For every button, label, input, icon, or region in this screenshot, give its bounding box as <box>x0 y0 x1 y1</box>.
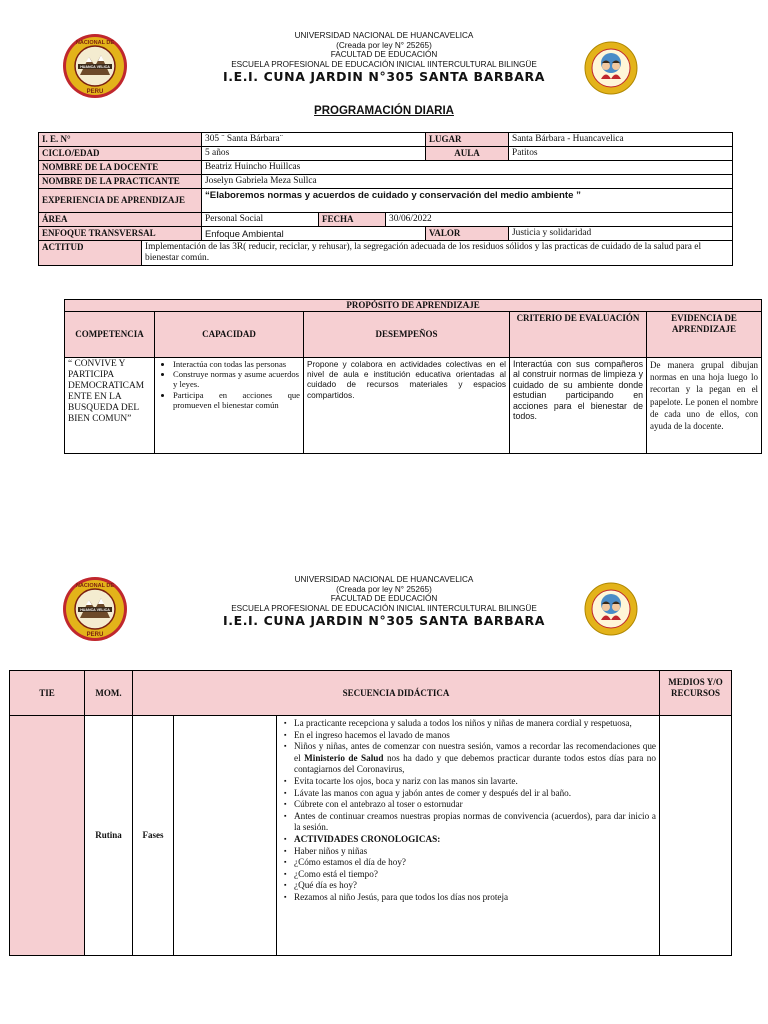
practicante-value: Joselyn Gabriela Meza Sullca <box>202 175 733 189</box>
experiencia-label: EXPERIENCIA DE APRENDIZAJE <box>39 189 202 213</box>
info-table <box>38 132 733 266</box>
header-block-2 <box>0 575 768 629</box>
secuencia-header: SECUENCIA DIDÁCTICA <box>133 671 660 716</box>
capacidad-header: CAPACIDAD <box>155 312 304 358</box>
sequence-item: ▪ Antes de continuar creamos nuestras propias normas de convivencia (acuerdos), para dar inicio a la sesión. <box>294 811 656 834</box>
faculty-name: FACULTAD DE EDUCACIÓN <box>330 50 438 60</box>
logo-left-bottom-text: PERU <box>86 632 104 638</box>
valor-label: VALOR <box>426 227 509 241</box>
aula-value: Patitos <box>509 147 733 161</box>
sequence-item: ▪ Lávate las manos con agua y jabón antes de comer y después del ir al baño. <box>294 788 656 800</box>
moment-cell: Rutina <box>85 716 133 956</box>
school-program: ESCUELA PROFESIONAL DE EDUCACIÓN INICIAL IINTERCULTURAL BILINGÜE <box>231 59 537 69</box>
sequence-item: ▪ Evita tocarte los ojos, boca y nariz con las manos sin lavarte. <box>294 776 656 788</box>
logo-left-band-text: HUANCA VELICA <box>80 65 110 69</box>
medios-cell <box>660 716 732 956</box>
logo-left-top-text: NACIONAL DE <box>75 583 115 589</box>
enfoque-label: ENFOQUE TRANSVERSAL <box>39 227 202 241</box>
logo-left-band-text: HUANCA VELICA <box>80 608 110 612</box>
ministerio-bold: Ministerio de Salud <box>304 752 384 763</box>
phase-detail-cell <box>174 716 277 956</box>
logo-left-top-text: NACIONAL DE <box>75 40 115 46</box>
fecha-value: 30/06/2022 <box>386 213 733 227</box>
ie-value: 305 ¨ Santa Bárbara¨ <box>202 133 426 147</box>
criterio-header: CRITERIO DE EVALUACIÓN <box>510 312 647 358</box>
docente-value: Beatriz Huincho Huillcas <box>202 161 733 175</box>
purpose-title: PROPÓSITO DE APRENDIZAJE <box>65 300 762 312</box>
university-name: UNIVERSIDAD NACIONAL DE HUANCAVELICA <box>294 31 474 40</box>
actitud-label: ACTITUD <box>39 241 142 265</box>
sequence-item: ▪ La practicante recepciona y saluda a todos los niños y niñas de manera cordial y respetuosa, <box>294 718 656 730</box>
creation-law: (Creada por ley N° 25265) <box>336 40 432 50</box>
creation-law: (Creada por ley N° 25265) <box>336 584 432 594</box>
university-name: UNIVERSIDAD NACIONAL DE HUANCAVELICA <box>294 575 474 584</box>
ciclo-value: 5 años <box>202 147 426 161</box>
faculty-name: FACULTAD DE EDUCACIÓN <box>330 594 438 604</box>
medios-header: MEDIOS Y/O RECURSOS <box>660 671 732 716</box>
experiencia-value: “Elaboremos normas y acuerdos de cuidado y conservación del medio ambiente ” <box>202 189 733 213</box>
school-program: ESCUELA PROFESIONAL DE EDUCACIÓN INICIAL IINTERCULTURAL BILINGÜE <box>231 603 537 613</box>
fecha-label: FECHA <box>319 213 386 227</box>
sequence-item <box>294 741 656 776</box>
capacidad-item: • Construye normas y asume acuerdos y leyes. <box>173 369 300 389</box>
sequence-item: ▪ En el ingreso hacemos el lavado de manos <box>294 730 656 742</box>
institution-name: I.E.I. CUNA JARDIN N°305 SANTA BARBARA <box>222 69 546 85</box>
capacidad-cell <box>155 358 304 454</box>
sequence-item: ▪ ACTIVIDADES CRONOLOGICAS: <box>294 834 656 846</box>
evidencia-cell: De manera grupal dibujan normas en una hoja luego lo recortan y la pegan en el papelote. Le ponen el nombre de cada uno de ellos, con ayuda de la docente. <box>647 358 762 454</box>
sequence-cell <box>277 716 660 956</box>
enfoque-value: Enfoque Ambiental <box>202 227 426 241</box>
purpose-table <box>64 299 762 454</box>
logo-left-bottom-text: PERU <box>86 89 104 95</box>
sequence-item-text: nos ha dado y que debemos practicar durante todos estos días para no contagiarnos del Coronavirus, <box>294 752 656 775</box>
criterio-cell: Interactúa con sus compañeros al construir normas de limpieza y cuidado de su ambiente donde estudian participando en acciones para el bienestar de todos. <box>510 358 647 454</box>
capacidad-item: • Interactúa con todas las personas <box>173 359 300 369</box>
phase-cell: Fases <box>133 716 174 956</box>
desempenos-cell: Propone y colabora en actividades colectivas en el nivel de aula e institución educativa orientadas al cuidado de recursos materiales y espacios compartidos. <box>304 358 510 454</box>
tie-header: TIE <box>10 671 85 716</box>
sequence-item: ▪ Rezamos al niño Jesús, para que todos los días nos proteja <box>294 892 656 904</box>
sequence-table <box>9 670 732 956</box>
aula-label: AULA <box>426 147 509 161</box>
evidencia-header: EVIDENCIA DE APRENDIZAJE <box>647 312 762 358</box>
lugar-label: LUGAR <box>426 133 509 147</box>
capacidad-item: • Participa en acciones que promueven el bienestar común <box>173 390 300 410</box>
area-value: Personal Social <box>202 213 319 227</box>
ciclo-label: CICLO/EDAD <box>39 147 202 161</box>
header-block-1 <box>0 31 768 85</box>
valor-value: Justicia y solidaridad <box>509 227 733 241</box>
page-title: PROGRAMACIÓN DIARIA <box>314 105 454 117</box>
sequence-item: ▪ ¿Cómo estamos el día de hoy? <box>294 857 656 869</box>
institution-name: I.E.I. CUNA JARDIN N°305 SANTA BARBARA <box>222 613 546 629</box>
competencia-header: COMPETENCIA <box>65 312 155 358</box>
sequence-item: ▪ ¿Qué día es hoy? <box>294 880 656 892</box>
mom-header: MOM. <box>85 671 133 716</box>
lugar-value: Santa Bárbara - Huancavelica <box>509 133 733 147</box>
competencia-cell: “ CONVIVE Y PARTICIPA DEMOCRATICAM ENTE EN LA BUSQUEDA DEL BIEN COMUN” <box>65 358 155 454</box>
area-label: ÁREA <box>39 213 202 227</box>
desempenos-header: DESEMPEÑOS <box>304 312 510 358</box>
actitud-value: Implementación de las 3R( reducir, reciclar, y rehusar), la segregación adecuada de los residuos sólidos y las practicas de cuidado de la salud para el bienestar común. <box>145 242 702 263</box>
practicante-label: NOMBRE DE LA PRACTICANTE <box>39 175 202 189</box>
sequence-item: ▪ Haber niños y niñas <box>294 846 656 858</box>
sequence-item-text: Niños y niñas, antes de comenzar con nuestra sesión, vamos a recordar las recomendaciones que el <box>294 741 657 763</box>
docente-label: NOMBRE DE LA DOCENTE <box>39 161 202 175</box>
sequence-item: ▪ Cúbrete con el antebrazo al toser o estornudar <box>294 799 656 811</box>
ie-label: I. E. N° <box>39 133 202 147</box>
sequence-item: ▪ ¿Como está el tiempo? <box>294 869 656 881</box>
tie-cell <box>10 716 85 956</box>
